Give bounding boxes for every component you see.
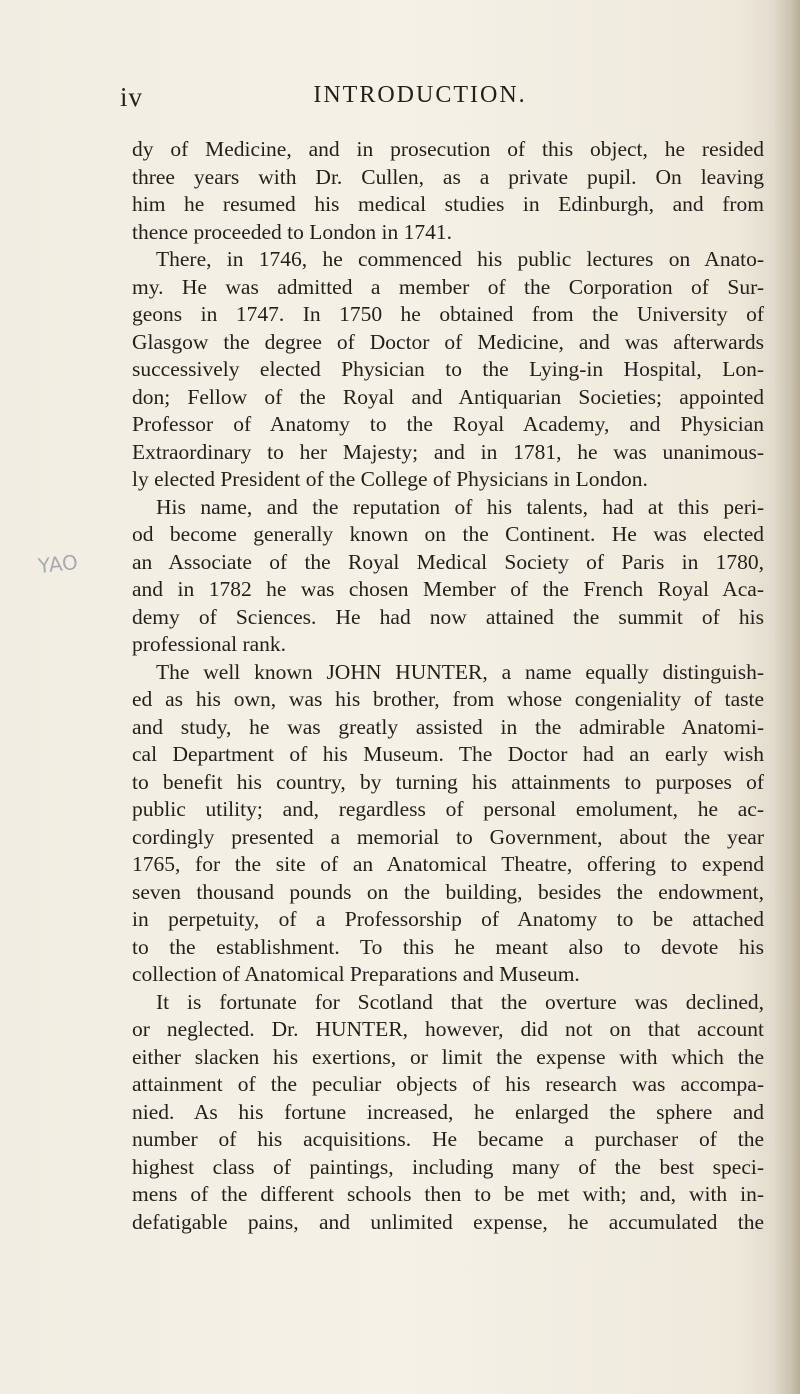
- text-line: od become generally known on the Continent. He was elected: [132, 522, 764, 546]
- text-line: nied. As his fortune increased, he enlarged the sphere and: [132, 1099, 764, 1124]
- text-line: either slacken his exertions, or limit the expense with which the: [132, 1044, 764, 1069]
- text-line: ly elected President of the College of Physicians in London.: [132, 467, 648, 491]
- text-line: collection of Anatomical Preparations and Museum.: [132, 962, 580, 986]
- text-line: to benefit his country, by turning his attainments to purposes of: [132, 769, 764, 794]
- text-line: my. He was admitted a member of the Corporation of Sur-: [132, 274, 764, 299]
- text-line: The well known JOHN HUNTER, a name equally distinguish-: [156, 659, 764, 684]
- text-line: Professor of Anatomy to the Royal Academy, and Physician: [132, 412, 764, 436]
- text-line: highest class of paintings, including many of the best speci-: [132, 1154, 764, 1179]
- text-line: Glasgow the degree of Doctor of Medicine, and was afterwards: [132, 329, 764, 354]
- text-line: and in 1782 he was chosen Member of the French Royal Aca-: [132, 577, 764, 601]
- text-line: and study, he was greatly assisted in the admirable Anatomi-: [132, 714, 764, 739]
- text-line: three years with Dr. Cullen, as a private pupil. On leaving: [132, 164, 764, 189]
- text-line: thence proceeded to London in 1741.: [132, 219, 453, 244]
- text-line: or neglected. Dr. HUNTER, however, did not on that account: [132, 1017, 764, 1041]
- text-line: ed as his own, was his brother, from whose congeniality of taste: [132, 687, 764, 711]
- text-line: 1765, for the site of an Anatomical Theatre, offering to expend: [132, 852, 764, 876]
- body-text: [132, 136, 764, 1236]
- text-line: His name, and the reputation of his talents, had at this peri-: [156, 494, 764, 519]
- text-line: defatigable pains, and unlimited expense, he accumulated the: [132, 1209, 764, 1234]
- text-line: It is fortunate for Scotland that the overture was declined,: [156, 989, 764, 1014]
- text-line: public utility; and, regardless of personal emolument, he ac-: [132, 797, 764, 821]
- text-line: attainment of the peculiar objects of his research was accompa-: [132, 1072, 764, 1096]
- text-line: an Associate of the Royal Medical Society of Paris in 1780,: [132, 549, 764, 574]
- text-line: him he resumed his medical studies in Edinburgh, and from: [132, 192, 764, 216]
- text-line: don; Fellow of the Royal and Antiquarian Societies; appointed: [132, 384, 764, 409]
- running-head: INTRODUCTION.: [313, 82, 527, 108]
- text-line: number of his acquisitions. He became a purchaser of the: [132, 1127, 764, 1151]
- text-line: demy of Sciences. He had now attained the summit of his: [132, 604, 764, 629]
- text-line: geons in 1747. In 1750 he obtained from the University of: [132, 302, 764, 326]
- text-line: cordingly presented a memorial to Government, about the year: [132, 824, 764, 849]
- text-line: to the establishment. To this he meant also to devote his: [132, 934, 764, 959]
- page-header: [120, 82, 680, 116]
- text-line: professional rank.: [132, 632, 287, 656]
- page-number: iv: [120, 82, 144, 112]
- margin-annotation: YAO: [36, 549, 79, 579]
- page-edge-shadow: [774, 0, 800, 1394]
- text-line: mens of the different schools then to be met with; and, with in-: [132, 1182, 764, 1206]
- text-line: successively elected Physician to the Lying-in Hospital, Lon-: [132, 357, 764, 381]
- text-line: cal Department of his Museum. The Doctor had an early wish: [132, 742, 764, 766]
- text-line: Extraordinary to her Majesty; and in 1781, he was unanimous-: [132, 439, 764, 464]
- text-line: seven thousand pounds on the building, besides the endowment,: [132, 879, 764, 904]
- text-line: There, in 1746, he commenced his public lectures on Anato-: [156, 247, 764, 271]
- text-line: in perpetuity, of a Professorship of Anatomy to be attached: [132, 907, 764, 931]
- text-line: dy of Medicine, and in prosecution of this object, he resided: [132, 137, 764, 161]
